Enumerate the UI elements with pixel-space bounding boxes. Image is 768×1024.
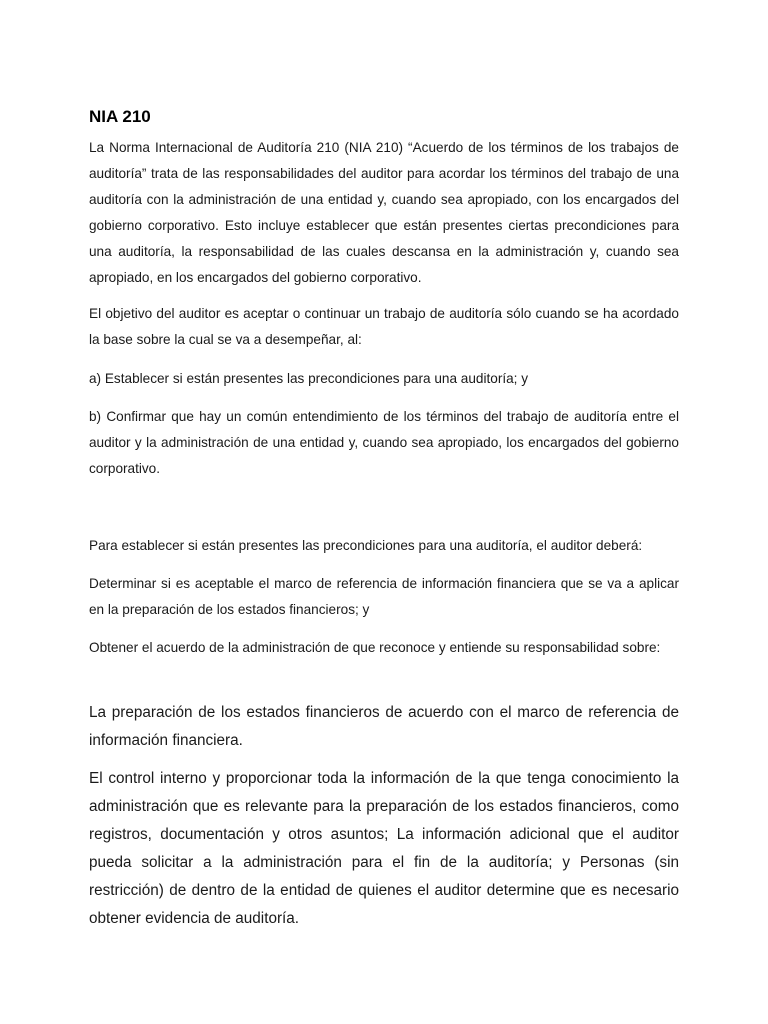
paragraph-intro: La Norma Internacional de Auditoría 210 (NIA 210) “Acuerdo de los términos de los trabajos de auditoría” trata de las responsabilidades del auditor para acordar los términos del trabajo de una auditoría con la administración de una entidad y, cuando sea apropiado, con los encargados del gobierno corporativo. Esto incluye establecer que están presentes ciertas precondiciones para una auditoría, la responsabilidad de las cuales descansa en la administración y, cuando sea apropiado, en los encargados del gobierno corporativo. — [89, 140, 679, 285]
paragraph-obtain: Obtener el acuerdo de la administración de que reconoce y entiende su responsabilidad sobre: — [89, 640, 661, 655]
paragraph-determine: Determinar si es aceptable el marco de referencia de información financiera que se va a aplicar en la preparación de los estados financieros; y — [89, 576, 679, 617]
paragraph-item-b: b) Confirmar que hay un común entendimiento de los términos del trabajo de auditoría entre el auditor y la administración de una entidad y, cuando sea apropiado, los encargados del gobierno corporativo. — [89, 409, 679, 476]
paragraph-objective: El objetivo del auditor es aceptar o continuar un trabajo de auditoría sólo cuando se ha acordado la base sobre la cual se va a desempeñar, al: — [89, 306, 679, 347]
document-title: NIA 210 — [89, 107, 151, 126]
paragraph-preparation: La preparación de los estados financieros de acuerdo con el marco de referencia de información financiera. — [89, 704, 679, 749]
paragraph-internal-control: El control interno y proporcionar toda la información de la que tenga conocimiento la administración que es relevante para la preparación de los estados financieros, como registros, documentación y otros asuntos; La información adicional que el auditor pueda solicitar a la administración para el fin de la auditoría; y Personas (sin restricción) de dentro de la entidad de quienes el auditor determine que es necesario obtener evidencia de auditoría. — [89, 770, 679, 927]
paragraph-preconditions: Para establecer si están presentes las precondiciones para una auditoría, el auditor deberá: — [89, 538, 643, 553]
paragraph-item-a: a) Establecer si están presentes las precondiciones para una auditoría; y — [89, 371, 529, 386]
